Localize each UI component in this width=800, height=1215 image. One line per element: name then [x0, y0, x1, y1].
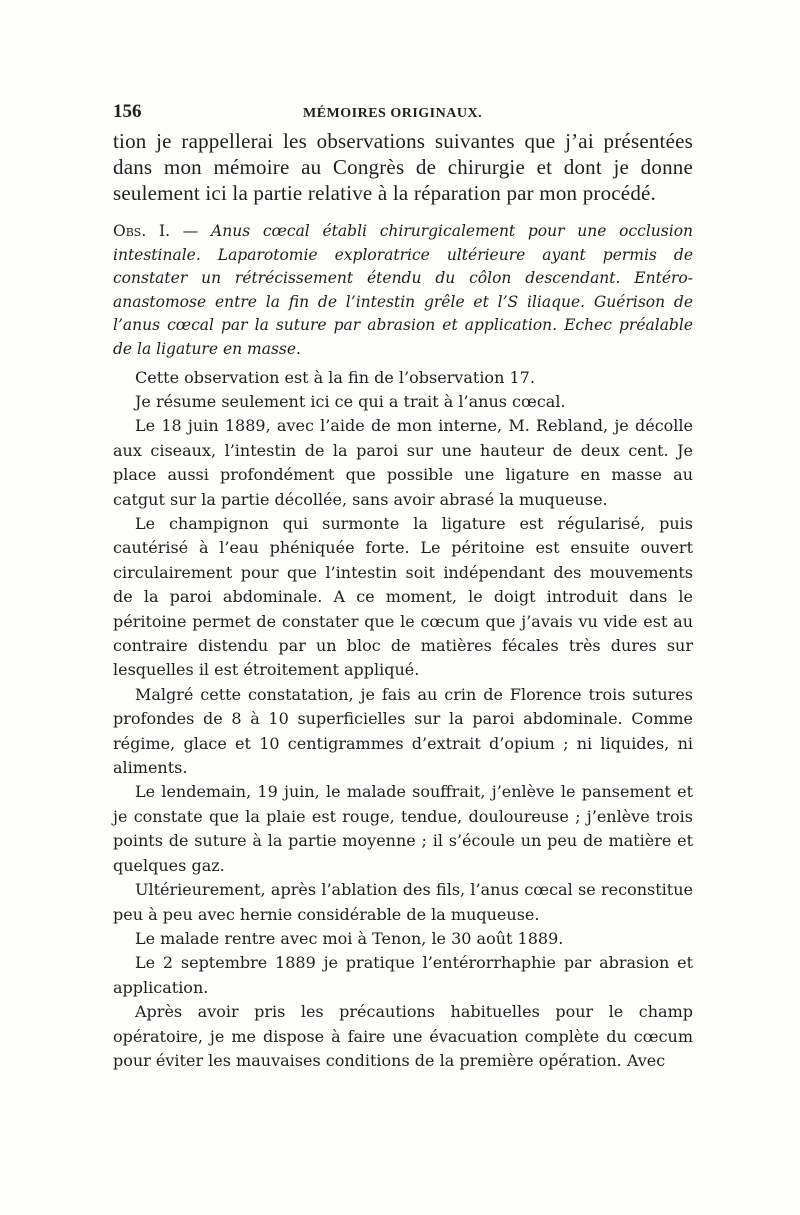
paragraph-6: Le lendemain, 19 juin, le malade souffrait, j’enlève le pansement et je constate que la plaie est rouge, tendue, douloureuse ; j’enlève trois points de suture à la partie moyenne ; il s’écoule un peu de matière et quelques gaz. [113, 782, 693, 875]
observation-dash: — [170, 222, 212, 240]
page-number: 156 [113, 101, 142, 122]
body-text [113, 128, 693, 1073]
paragraph-4: Le champignon qui surmonte la ligature est régularisé, puis cautérisé à l’eau phéniquée forte. Le péritoine est ensuite ouvert circulairement pour que l’intestin soit indépendant des mouvements de la paroi abdominale. A ce moment, le doigt introduit dans le péritoine permet de constater que le cœcum que j’avais vu vide est au contraire distendu par un bloc de matières fécales très dures sur lesquelles il est étroitement appliqué. [113, 514, 693, 680]
intro-paragraph: tion je rappellerai les observations suivantes que j’ai présentées dans mon mémoire au Congrès de chirurgie et dont je donne seulement ici la partie relative à la réparation par mon procédé. [113, 129, 693, 205]
paragraph-1: Cette observation est à la fin de l’observation 17. [135, 367, 535, 387]
paragraph-9: Le 2 septembre 1889 je pratique l’entérorrhaphie par abrasion et application. [113, 953, 693, 997]
observation-label: Obs. I. [113, 222, 171, 240]
paragraph-10: Après avoir pris les précautions habituelles pour le champ opératoire, je me dispose à faire une évacuation complète du cœcum pour éviter les mauvaises conditions de la première opération. Avec [113, 1002, 693, 1070]
running-head [113, 100, 693, 124]
paragraph-5: Malgré cette constatation, je fais au crin de Florence trois sutures profondes de 8 à 10 superficielles sur la paroi abdominale. Comme régime, glace et 10 centigrammes d’extrait d’opium ; ni liquides, ni aliments. [113, 684, 693, 778]
journal-title: MÉMOIRES ORIGINAUX. [303, 106, 483, 121]
observation-title: Anus cœcal établi chirurgicalement pour une occlusion intestinale. Laparotomie exploratrice ultérieure ayant permis de constater un rétrécissement étendu du côlon descendant. Entéro-anastomose entre la fin de l’intestin grêle et l’S iliaque. Guérison de l’anus cœcal par la suture par abrasion et application. Echec préalable de la ligature en masse. [113, 222, 694, 358]
paragraph-8: Le malade rentre avec moi à Tenon, le 30 août 1889. [135, 928, 564, 948]
paragraph-7: Ultérieurement, après l’ablation des fils, l’anus cœcal se reconstitue peu à peu avec hernie considérable de la muqueuse. [113, 880, 693, 924]
observation-heading [113, 220, 693, 362]
paragraph-2: Je résume seulement ici ce qui a trait à l’anus cœcal. [135, 391, 566, 411]
paragraph-3: Le 18 juin 1889, avec l’aide de mon interne, M. Rebland, je décolle aux ciseaux, l’intestin de la paroi sur une hauteur de deux cent. Je place aussi profondément que possible une ligature en masse au catgut sur la partie décollée, sans avoir abrasé la muqueuse. [113, 416, 693, 509]
